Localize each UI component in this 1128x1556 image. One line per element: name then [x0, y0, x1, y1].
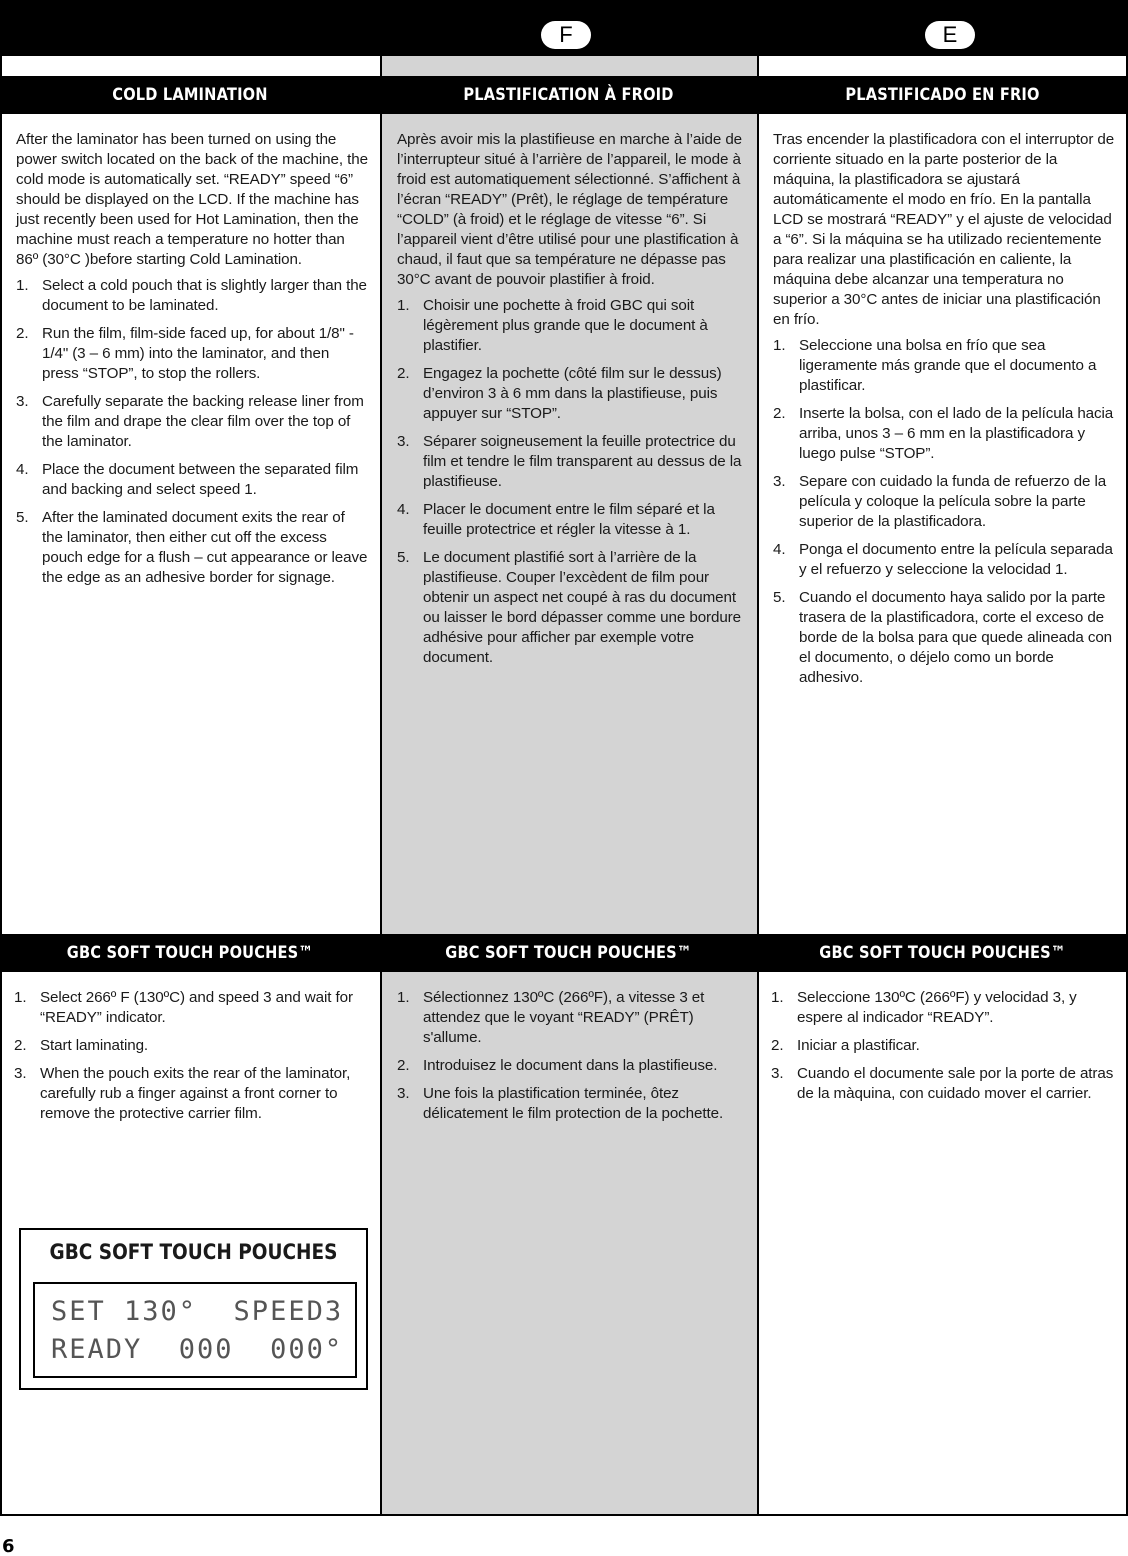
step-text: Ponga el documento entre la película separada y el refuerzo y seleccione la velocidad 1.	[799, 541, 1113, 578]
spanish-language-badge: E	[925, 21, 975, 49]
list-item	[773, 588, 1117, 688]
list-item	[773, 472, 1117, 532]
step-number: 5.	[397, 549, 410, 566]
soft-touch-title-fr: GBC SOFT TOUCH POUCHES™	[445, 943, 692, 963]
list-item	[16, 324, 368, 384]
step-number: 1.	[16, 277, 29, 294]
lcd-panel-title: GBC SOFT TOUCH POUCHES	[49, 1240, 338, 1264]
steps-list	[771, 988, 1117, 1104]
step-text: Seleccione 130ºC (266ºF) y velocidad 3, y espere al indicador “READY”.	[797, 989, 1077, 1026]
list-item	[16, 392, 368, 452]
cold-lamination-header-band	[0, 76, 1128, 114]
list-item	[397, 988, 747, 1048]
lcd-line-2: READY 000 000°	[51, 1334, 344, 1365]
step-number: 2.	[16, 325, 29, 342]
step-number: 3.	[773, 473, 786, 490]
step-text: Start laminating.	[40, 1037, 149, 1054]
cold-lamination-title-fr: PLASTIFICATION À FROID	[463, 85, 674, 105]
step-number: 3.	[14, 1065, 27, 1082]
list-item	[397, 364, 747, 424]
step-text: Seleccione una bolsa en frío que sea ligeramente más grande que el documento a plastificar.	[799, 337, 1097, 394]
steps-list	[14, 988, 368, 1124]
step-text: Place the document between the separated film and backing and select speed 1.	[42, 461, 359, 498]
step-number: 3.	[397, 1085, 410, 1102]
intro-paragraph: Après avoir mis la plastifieuse en marche à l’aide de l’interrupteur situé à l’arrière de l’appareil, le mode à froid est automatiquement sélectionné. S’affichent à l’écran “READY” (Prêt), le réglage de température “COLD” (à froid) et le réglage de vitesse “6”. Si l’appareil vient d’être utilisé pour une plastification à chaud, il faut que sa température ne dépasse pas 30°C avant de pouvoir plastifier à froid.	[397, 131, 743, 288]
cold-lamination-english	[16, 130, 368, 596]
list-item	[14, 1064, 368, 1124]
step-number: 1.	[773, 337, 786, 354]
column-divider-1	[380, 56, 382, 1516]
intro-paragraph: Tras encender la plastificadora con el interruptor de corriente situado en la parte posterior de la máquina, la plastificadora se ajustará automáticamente el modo en frío. En la pantalla LCD se mostrará “READY” y el ajuste de velocidad a “6”. Si la máquina se ha utilizado recientemente para realizar una plastificación en caliente, la máquina debe alcanzar una temperatura no superior a 30°C antes de iniciar una plastificación en frío.	[773, 131, 1115, 328]
step-number: 2.	[397, 365, 410, 382]
list-item	[773, 404, 1117, 464]
list-item	[397, 500, 747, 540]
step-text: After the laminated document exits the rear of the laminator, then either cut off the excess pouch edge for a flush – cut appearance or leave the edge as an adhesive border for signage.	[42, 509, 368, 586]
cold-lamination-spanish	[773, 130, 1117, 696]
lcd-panel-illustration	[19, 1228, 368, 1390]
list-item	[771, 1036, 1117, 1056]
soft-touch-title-es: GBC SOFT TOUCH POUCHES™	[819, 943, 1066, 963]
cold-lamination-title-es: PLASTIFICADO EN FRIO	[845, 85, 1040, 105]
step-number: 3.	[397, 433, 410, 450]
list-item	[14, 988, 368, 1028]
step-text: Introduisez le document dans la plastifieuse.	[423, 1057, 718, 1074]
step-number: 1.	[397, 989, 410, 1006]
step-text: Cuando el documente sale por la porte de atras de la màquina, con cuidado mover el carrier.	[797, 1065, 1114, 1102]
lcd-screen	[33, 1282, 357, 1378]
steps-list	[16, 276, 368, 588]
list-item	[14, 1036, 368, 1056]
list-item	[771, 1064, 1117, 1104]
step-text: Placer le document entre le film séparé et la feuille protectrice et régler la vitesse à 1.	[423, 501, 715, 538]
page-number: 6	[2, 1536, 15, 1556]
step-text: Engagez la pochette (côté film sur le dessus) d’environ 3 à 6 mm dans la plastifieuse, puis appuyer sur “STOP”.	[423, 365, 722, 422]
step-number: 1.	[397, 297, 410, 314]
step-text: Carefully separate the backing release liner from the film and drape the clear film over the top of the laminator.	[42, 393, 364, 450]
list-item	[397, 548, 747, 668]
step-text: Inserte la bolsa, con el lado de la película hacia arriba, unos 3 – 6 mm en la plastificadora y luego pulse “STOP”.	[799, 405, 1114, 462]
step-number: 4.	[16, 461, 29, 478]
step-number: 1.	[771, 989, 784, 1006]
steps-list	[773, 336, 1117, 688]
steps-list	[397, 988, 747, 1124]
list-item	[16, 460, 368, 500]
soft-touch-french	[397, 988, 747, 1132]
list-item	[397, 432, 747, 492]
cold-lamination-title-en: COLD LAMINATION	[112, 85, 268, 105]
list-item	[771, 988, 1117, 1028]
step-number: 1.	[14, 989, 27, 1006]
step-number: 2.	[773, 405, 786, 422]
soft-touch-header-band	[0, 934, 1128, 972]
soft-touch-spanish	[771, 988, 1117, 1112]
step-text: Select a cold pouch that is slightly larger than the document to be laminated.	[42, 277, 367, 314]
step-number: 2.	[771, 1037, 784, 1054]
list-item	[773, 336, 1117, 396]
step-text: When the pouch exits the rear of the laminator, carefully rub a finger against a front corner to remove the protective carrier film.	[40, 1065, 351, 1122]
step-text: Separe con cuidado la funda de refuerzo de la película y coloque la película sobre la parte superior de la plastificadora.	[799, 473, 1107, 530]
list-item	[16, 508, 368, 588]
soft-touch-title-en: GBC SOFT TOUCH POUCHES™	[66, 943, 314, 963]
step-text: Choisir une pochette à froid GBC qui soit légèrement plus grande que le document à plastifier.	[423, 297, 708, 354]
step-text: Le document plastifié sort à l’arrière de la plastifieuse. Couper l’excèdent de film pour obtenir un aspect net coupé à ras du document ou laisser le bord dépasser comme une bordure adhésive pour afficher par exemple votre document.	[423, 549, 741, 666]
list-item	[397, 1056, 747, 1076]
list-item	[397, 1084, 747, 1124]
step-text: Séparer soigneusement la feuille protectrice du film et tendre le film transparent au dessus de la plastifieuse.	[423, 433, 742, 490]
step-number: 3.	[16, 393, 29, 410]
step-text: Une fois la plastification terminée, ôtez délicatement le film protection de la pochette.	[423, 1085, 724, 1122]
left-border	[0, 56, 2, 1516]
list-item	[397, 296, 747, 356]
lcd-line-1: SET 130° SPEED3	[51, 1296, 344, 1327]
intro-paragraph: After the laminator has been turned on using the power switch located on the back of the machine, the cold mode is automatically set. “READY” speed “6” should be displayed on the LCD. If the machine has just recently been used for Hot Lamination, then the machine must reach a temperature no hotter than 86º (30°C )before starting Cold Lamination.	[16, 131, 368, 268]
column-divider-2	[757, 56, 759, 1516]
french-language-badge: F	[541, 21, 591, 49]
step-number: 4.	[773, 541, 786, 558]
step-text: Select 266º F (130ºC) and speed 3 and wait for “READY” indicator.	[40, 989, 353, 1026]
step-text: Run the film, film-side faced up, for about 1/8" - 1/4" (3 – 6 mm) into the laminator, and then press “STOP”, to stop the rollers.	[42, 325, 354, 382]
list-item	[16, 276, 368, 316]
step-number: 5.	[16, 509, 29, 526]
steps-list	[397, 296, 747, 668]
step-text: Cuando el documento haya salido por la parte trasera de la plastificadora, corte el exceso de borde de la bolsa para que quede alineada con el documento, o déjelo como un borde adhesivo.	[799, 589, 1113, 686]
bottom-border	[0, 1514, 1128, 1516]
list-item	[773, 540, 1117, 580]
step-number: 3.	[771, 1065, 784, 1082]
top-bar	[0, 0, 1128, 56]
step-number: 5.	[773, 589, 786, 606]
step-number: 4.	[397, 501, 410, 518]
step-number: 2.	[14, 1037, 27, 1054]
step-text: Sélectionnez 130ºC (266ºF), a vitesse 3 et attendez que le voyant “READY” (PRÊT) s'allume.	[423, 989, 705, 1046]
soft-touch-english	[14, 988, 368, 1132]
cold-lamination-french	[397, 130, 747, 676]
step-number: 2.	[397, 1057, 410, 1074]
step-text: Iniciar a plastificar.	[797, 1037, 920, 1054]
